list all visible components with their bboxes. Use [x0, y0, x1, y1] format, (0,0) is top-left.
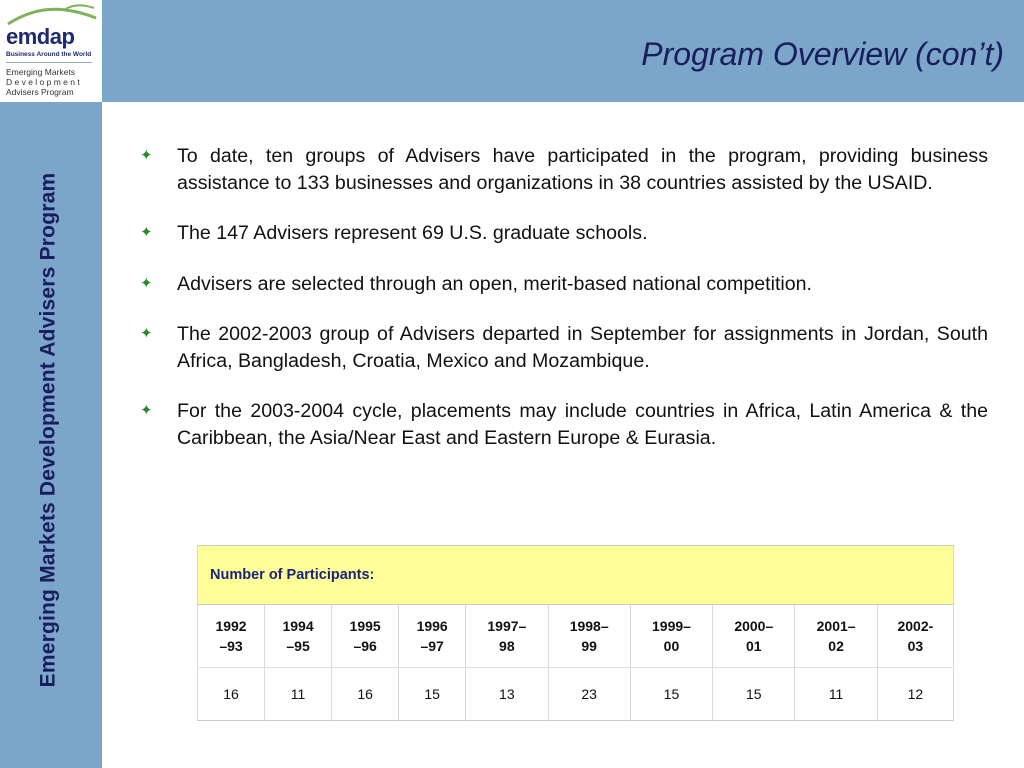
logo-line: Emerging Markets — [6, 67, 75, 77]
logo-swoosh-icon — [6, 4, 98, 26]
value-cell: 11 — [265, 668, 332, 721]
bullet-list — [140, 143, 988, 475]
value-cell: 15 — [630, 668, 712, 721]
year-line: –96 — [353, 638, 377, 654]
year-line: 2001– — [816, 618, 856, 634]
table-row-years — [198, 605, 954, 668]
year-line: 1997– — [487, 618, 527, 634]
logo-full-name — [6, 67, 80, 97]
bullet-text: The 2002-2003 group of Advisers departed in September for assignments in Jordan, South Africa, Bangladesh, Croatia, Mexico and Mozambique. — [177, 323, 988, 372]
header-band — [102, 0, 1024, 102]
year-cell — [332, 605, 399, 668]
year-line: 00 — [663, 638, 680, 654]
table-row-values — [198, 668, 954, 721]
year-cell — [795, 605, 877, 668]
four-point-star-icon: ✦ — [140, 147, 153, 164]
bullet-text: For the 2003-2004 cycle, placements may include countries in Africa, Latin America & the Caribbean, the Asia/Near East and Eastern Europe & Eurasia. — [177, 400, 988, 449]
list-item — [140, 321, 988, 374]
logo-wordmark: emdap — [6, 24, 75, 49]
list-item — [140, 143, 988, 196]
page-title: Program Overview (con’t) — [641, 36, 1004, 72]
participants-table — [197, 545, 954, 721]
sidebar-title — [8, 122, 88, 738]
year-cell — [265, 605, 332, 668]
year-line: 1998– — [569, 618, 609, 634]
logo-tagline: Business Around the World — [6, 51, 92, 58]
four-point-star-icon: ✦ — [140, 224, 153, 241]
bullet-text: The 147 Advisers represent 69 U.S. graduate schools. — [177, 222, 648, 244]
value-cell: 16 — [198, 668, 265, 721]
table-title: Number of Participants: — [198, 546, 954, 605]
list-item — [140, 398, 988, 451]
logo — [0, 0, 102, 102]
four-point-star-icon: ✦ — [140, 274, 153, 292]
list-item — [140, 220, 988, 247]
year-line: –97 — [420, 638, 444, 654]
value-cell: 15 — [399, 668, 466, 721]
four-point-star-icon: ✦ — [140, 402, 153, 419]
year-line: 99 — [581, 638, 597, 654]
sidebar-title-text: Emerging Markets Development Advisers Program — [36, 172, 60, 688]
year-line: 2000– — [734, 618, 774, 634]
year-cell — [399, 605, 466, 668]
year-line: 1999– — [652, 618, 691, 634]
value-cell: 23 — [548, 668, 630, 721]
year-line: 98 — [499, 638, 515, 654]
year-line: 1994 — [282, 618, 314, 634]
year-cell — [466, 605, 548, 668]
logo-line: D e v e l o p m e n t — [6, 77, 80, 87]
year-cell — [877, 605, 953, 668]
year-line: 2002- — [897, 618, 934, 634]
year-line: 03 — [907, 638, 924, 654]
year-line: 1992 — [215, 618, 247, 634]
value-cell: 16 — [332, 668, 399, 721]
list-item — [140, 271, 988, 298]
four-point-star-icon: ✦ — [140, 325, 153, 342]
bullet-text: Advisers are selected through an open, merit-based national competition. — [177, 272, 812, 295]
bullet-text: To date, ten groups of Advisers have participated in the program, providing business assistance to 133 businesses and organizations in 38 countries assisted by the USAID. — [177, 145, 988, 194]
year-cell — [198, 605, 265, 668]
year-cell — [630, 605, 712, 668]
year-cell — [548, 605, 630, 668]
year-line: –93 — [219, 638, 243, 654]
year-line: 1995 — [349, 618, 381, 634]
table-header-row — [198, 546, 954, 605]
year-cell — [713, 605, 795, 668]
value-cell: 12 — [877, 668, 953, 721]
value-cell: 11 — [795, 668, 877, 721]
value-cell: 13 — [466, 668, 548, 721]
year-line: 1996 — [416, 618, 448, 634]
year-line: 02 — [828, 638, 844, 654]
year-line: –95 — [286, 638, 310, 654]
value-cell: 15 — [713, 668, 795, 721]
logo-line: Advisers Program — [6, 87, 74, 97]
year-line: 01 — [745, 638, 762, 654]
logo-divider — [6, 62, 92, 63]
